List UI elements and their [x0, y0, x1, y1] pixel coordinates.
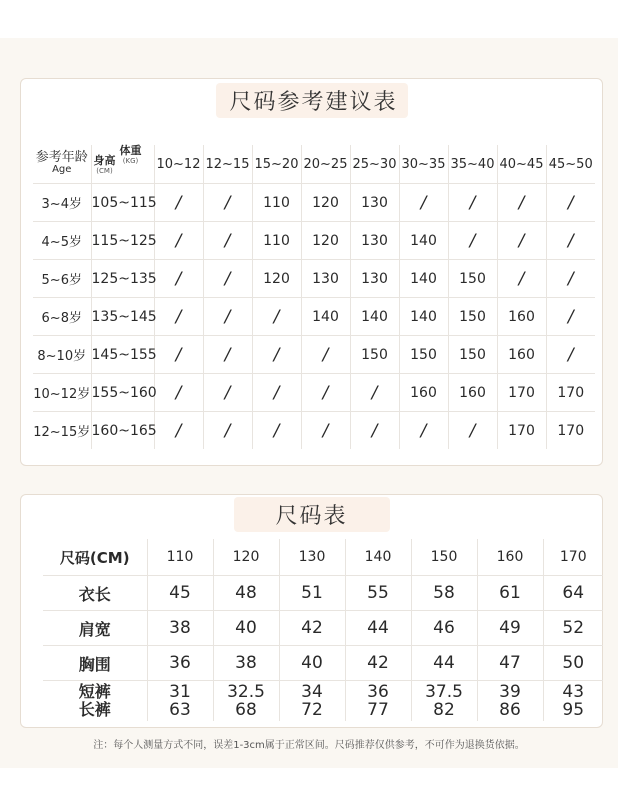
measure-value: 52 [543, 611, 603, 646]
weight-range-header: 25~30 [350, 145, 399, 184]
measure-value: 55 [345, 576, 411, 611]
age-header-label: 参考年龄 [35, 150, 88, 165]
measure-value: 48 [213, 576, 279, 611]
size-cell: / [203, 298, 252, 336]
weight-range-header: 40~45 [497, 145, 546, 184]
weight-range-header: 10~12 [154, 145, 203, 184]
size-cell: / [252, 374, 301, 412]
size-cell: / [301, 336, 350, 374]
size-cell: 150 [448, 260, 497, 298]
size-cell: / [203, 374, 252, 412]
size-cell: / [301, 374, 350, 412]
age-cell: 4~5岁 [33, 222, 91, 260]
table-row [33, 336, 595, 374]
size-chart-card [20, 494, 603, 728]
size-cell: 160 [399, 374, 448, 412]
age-header [33, 145, 91, 184]
measure-value: 50 [543, 646, 603, 681]
size-cell: / [546, 222, 595, 260]
weight-range-header: 30~35 [399, 145, 448, 184]
shorts-value: 32.5 [227, 682, 265, 702]
size-cell: / [448, 412, 497, 450]
shorts-value: 39 [499, 682, 521, 702]
height-weight-header [91, 145, 154, 184]
size-cell: / [350, 374, 399, 412]
size-recommendation-table [33, 145, 595, 449]
size-cell: / [203, 336, 252, 374]
size-cell: / [154, 336, 203, 374]
weight-range-header: 35~40 [448, 145, 497, 184]
size-cell: 120 [301, 184, 350, 222]
measure-value: 64 [543, 576, 603, 611]
size-header: 150 [411, 539, 477, 576]
size-cell: / [252, 412, 301, 450]
size-cell: / [546, 184, 595, 222]
measure-value: 61 [477, 576, 543, 611]
measure-value: 38 [147, 611, 213, 646]
pants-value [279, 681, 345, 722]
measure-value: 42 [279, 611, 345, 646]
size-cell: 140 [350, 298, 399, 336]
height-cell: 135~145 [91, 298, 154, 336]
size-cell: / [546, 336, 595, 374]
trousers-value: 77 [367, 700, 389, 720]
size-cell: 110 [252, 184, 301, 222]
size-cell: 110 [252, 222, 301, 260]
size-cell: / [203, 412, 252, 450]
size-cell: 160 [497, 298, 546, 336]
size-cell: 140 [399, 298, 448, 336]
size-cell: / [301, 412, 350, 450]
measure-value: 44 [345, 611, 411, 646]
size-cell: / [497, 184, 546, 222]
size-cell: / [448, 184, 497, 222]
table-row [33, 222, 595, 260]
measure-value: 47 [477, 646, 543, 681]
size-header: 120 [213, 539, 279, 576]
age-cell: 12~15岁 [33, 412, 91, 450]
size-chart-title: 尺码表 [234, 497, 390, 532]
trousers-label: 长裤 [78, 700, 111, 719]
size-cell: 140 [399, 222, 448, 260]
trousers-value: 95 [562, 700, 585, 720]
size-cell: / [252, 336, 301, 374]
table-row [33, 260, 595, 298]
table-row [33, 184, 595, 222]
table-row [33, 374, 595, 412]
measure-value: 36 [147, 646, 213, 681]
size-cell: 170 [546, 374, 595, 412]
size-cell: / [154, 412, 203, 450]
size-cell: 170 [497, 374, 546, 412]
pants-value [411, 681, 477, 722]
weight-range-header: 15~20 [252, 145, 301, 184]
size-chart-table [43, 539, 603, 721]
size-cell: 140 [301, 298, 350, 336]
age-cell: 3~4岁 [33, 184, 91, 222]
height-cell: 145~155 [91, 336, 154, 374]
table-row [43, 611, 603, 646]
size-cell: 130 [301, 260, 350, 298]
size-cell: / [546, 260, 595, 298]
size-cell: 130 [350, 222, 399, 260]
size-cell: 150 [350, 336, 399, 374]
pants-value [345, 681, 411, 722]
size-cell: 150 [399, 336, 448, 374]
size-header: 140 [345, 539, 411, 576]
size-cell: / [154, 184, 203, 222]
size-cell: / [154, 374, 203, 412]
size-cell: / [154, 260, 203, 298]
age-cell: 8~10岁 [33, 336, 91, 374]
table-row [43, 646, 603, 681]
measure-value: 40 [213, 611, 279, 646]
pants-value [213, 681, 279, 722]
recommendation-title: 尺码参考建议表 [216, 83, 408, 118]
measure-value: 40 [279, 646, 345, 681]
size-cell: 170 [557, 422, 585, 439]
measure-value: 42 [345, 646, 411, 681]
measure-value: 44 [411, 646, 477, 681]
height-cell: 155~160 [91, 374, 154, 412]
size-header: 130 [279, 539, 345, 576]
trousers-value: 82 [433, 700, 455, 720]
measure-label: 胸围 [43, 646, 147, 681]
disclaimer-note: 注：每个人测量方式不同，误差1-3cm属于正常区间。尺码推荐仅供参考，不可作为退换货依据。 [93, 740, 525, 751]
size-cell: 150 [448, 336, 497, 374]
age-cell: 6~8岁 [33, 298, 91, 336]
shorts-value: 36 [367, 682, 389, 702]
height-cell: 160~165 [91, 412, 154, 450]
pants-value [477, 681, 543, 722]
height-cell: 105~115 [91, 184, 154, 222]
size-cell: / [497, 222, 546, 260]
size-cell: 120 [252, 260, 301, 298]
age-header-sub: Age [52, 164, 72, 175]
table-row [33, 298, 595, 336]
shorts-value: 37.5 [425, 682, 463, 702]
trousers-value: 63 [169, 700, 191, 720]
table-row [33, 412, 595, 450]
shorts-value: 34 [301, 682, 323, 702]
size-cell: 170 [497, 412, 546, 450]
size-cell: / [350, 412, 399, 450]
shorts-label: 短裤 [78, 682, 111, 701]
pants-label [43, 681, 147, 722]
size-cell: / [546, 298, 595, 336]
weight-range-header: 45~50 [546, 145, 595, 184]
size-cell: / [203, 184, 252, 222]
shorts-value: 43 [562, 682, 585, 702]
age-cell: 10~12岁 [33, 374, 91, 412]
pants-value [147, 681, 213, 722]
trousers-value: 86 [499, 700, 521, 720]
size-cell: / [154, 298, 203, 336]
measure-value: 49 [477, 611, 543, 646]
size-cell: 140 [399, 260, 448, 298]
shorts-value: 31 [169, 682, 191, 702]
weight-range-header: 20~25 [301, 145, 350, 184]
height-header: 身高 (CM) [93, 154, 116, 175]
trousers-value: 68 [235, 700, 257, 720]
size-label: 尺码(CM) [43, 539, 147, 576]
size-cell: / [252, 298, 301, 336]
measure-value: 58 [411, 576, 477, 611]
trousers-value: 72 [301, 700, 323, 720]
size-cell: 160 [448, 374, 497, 412]
pants-value [543, 681, 603, 722]
measure-label: 肩宽 [43, 611, 147, 646]
measure-value: 51 [279, 576, 345, 611]
measure-value: 46 [411, 611, 477, 646]
weight-range-header: 12~15 [203, 145, 252, 184]
measure-label: 衣长 [43, 576, 147, 611]
size-cell: / [448, 222, 497, 260]
height-cell: 125~135 [91, 260, 154, 298]
measure-value: 45 [147, 576, 213, 611]
weight-header: 体重 (KG) [119, 144, 142, 165]
size-cell: 150 [448, 298, 497, 336]
measure-value: 38 [213, 646, 279, 681]
table-row [43, 576, 603, 611]
size-cell: / [497, 260, 546, 298]
size-recommendation-card [20, 78, 603, 466]
height-cell: 115~125 [91, 222, 154, 260]
size-cell: / [399, 412, 448, 450]
size-header: 110 [147, 539, 213, 576]
size-cell: 130 [350, 260, 399, 298]
size-cell: / [399, 184, 448, 222]
age-cell: 5~6岁 [33, 260, 91, 298]
size-cell: 130 [350, 184, 399, 222]
table-row [43, 681, 603, 722]
size-cell: 120 [301, 222, 350, 260]
size-header: 170 [543, 539, 603, 576]
size-cell: / [203, 222, 252, 260]
size-cell: / [203, 260, 252, 298]
size-header: 160 [477, 539, 543, 576]
size-cell: 160 [497, 336, 546, 374]
size-cell: / [154, 222, 203, 260]
